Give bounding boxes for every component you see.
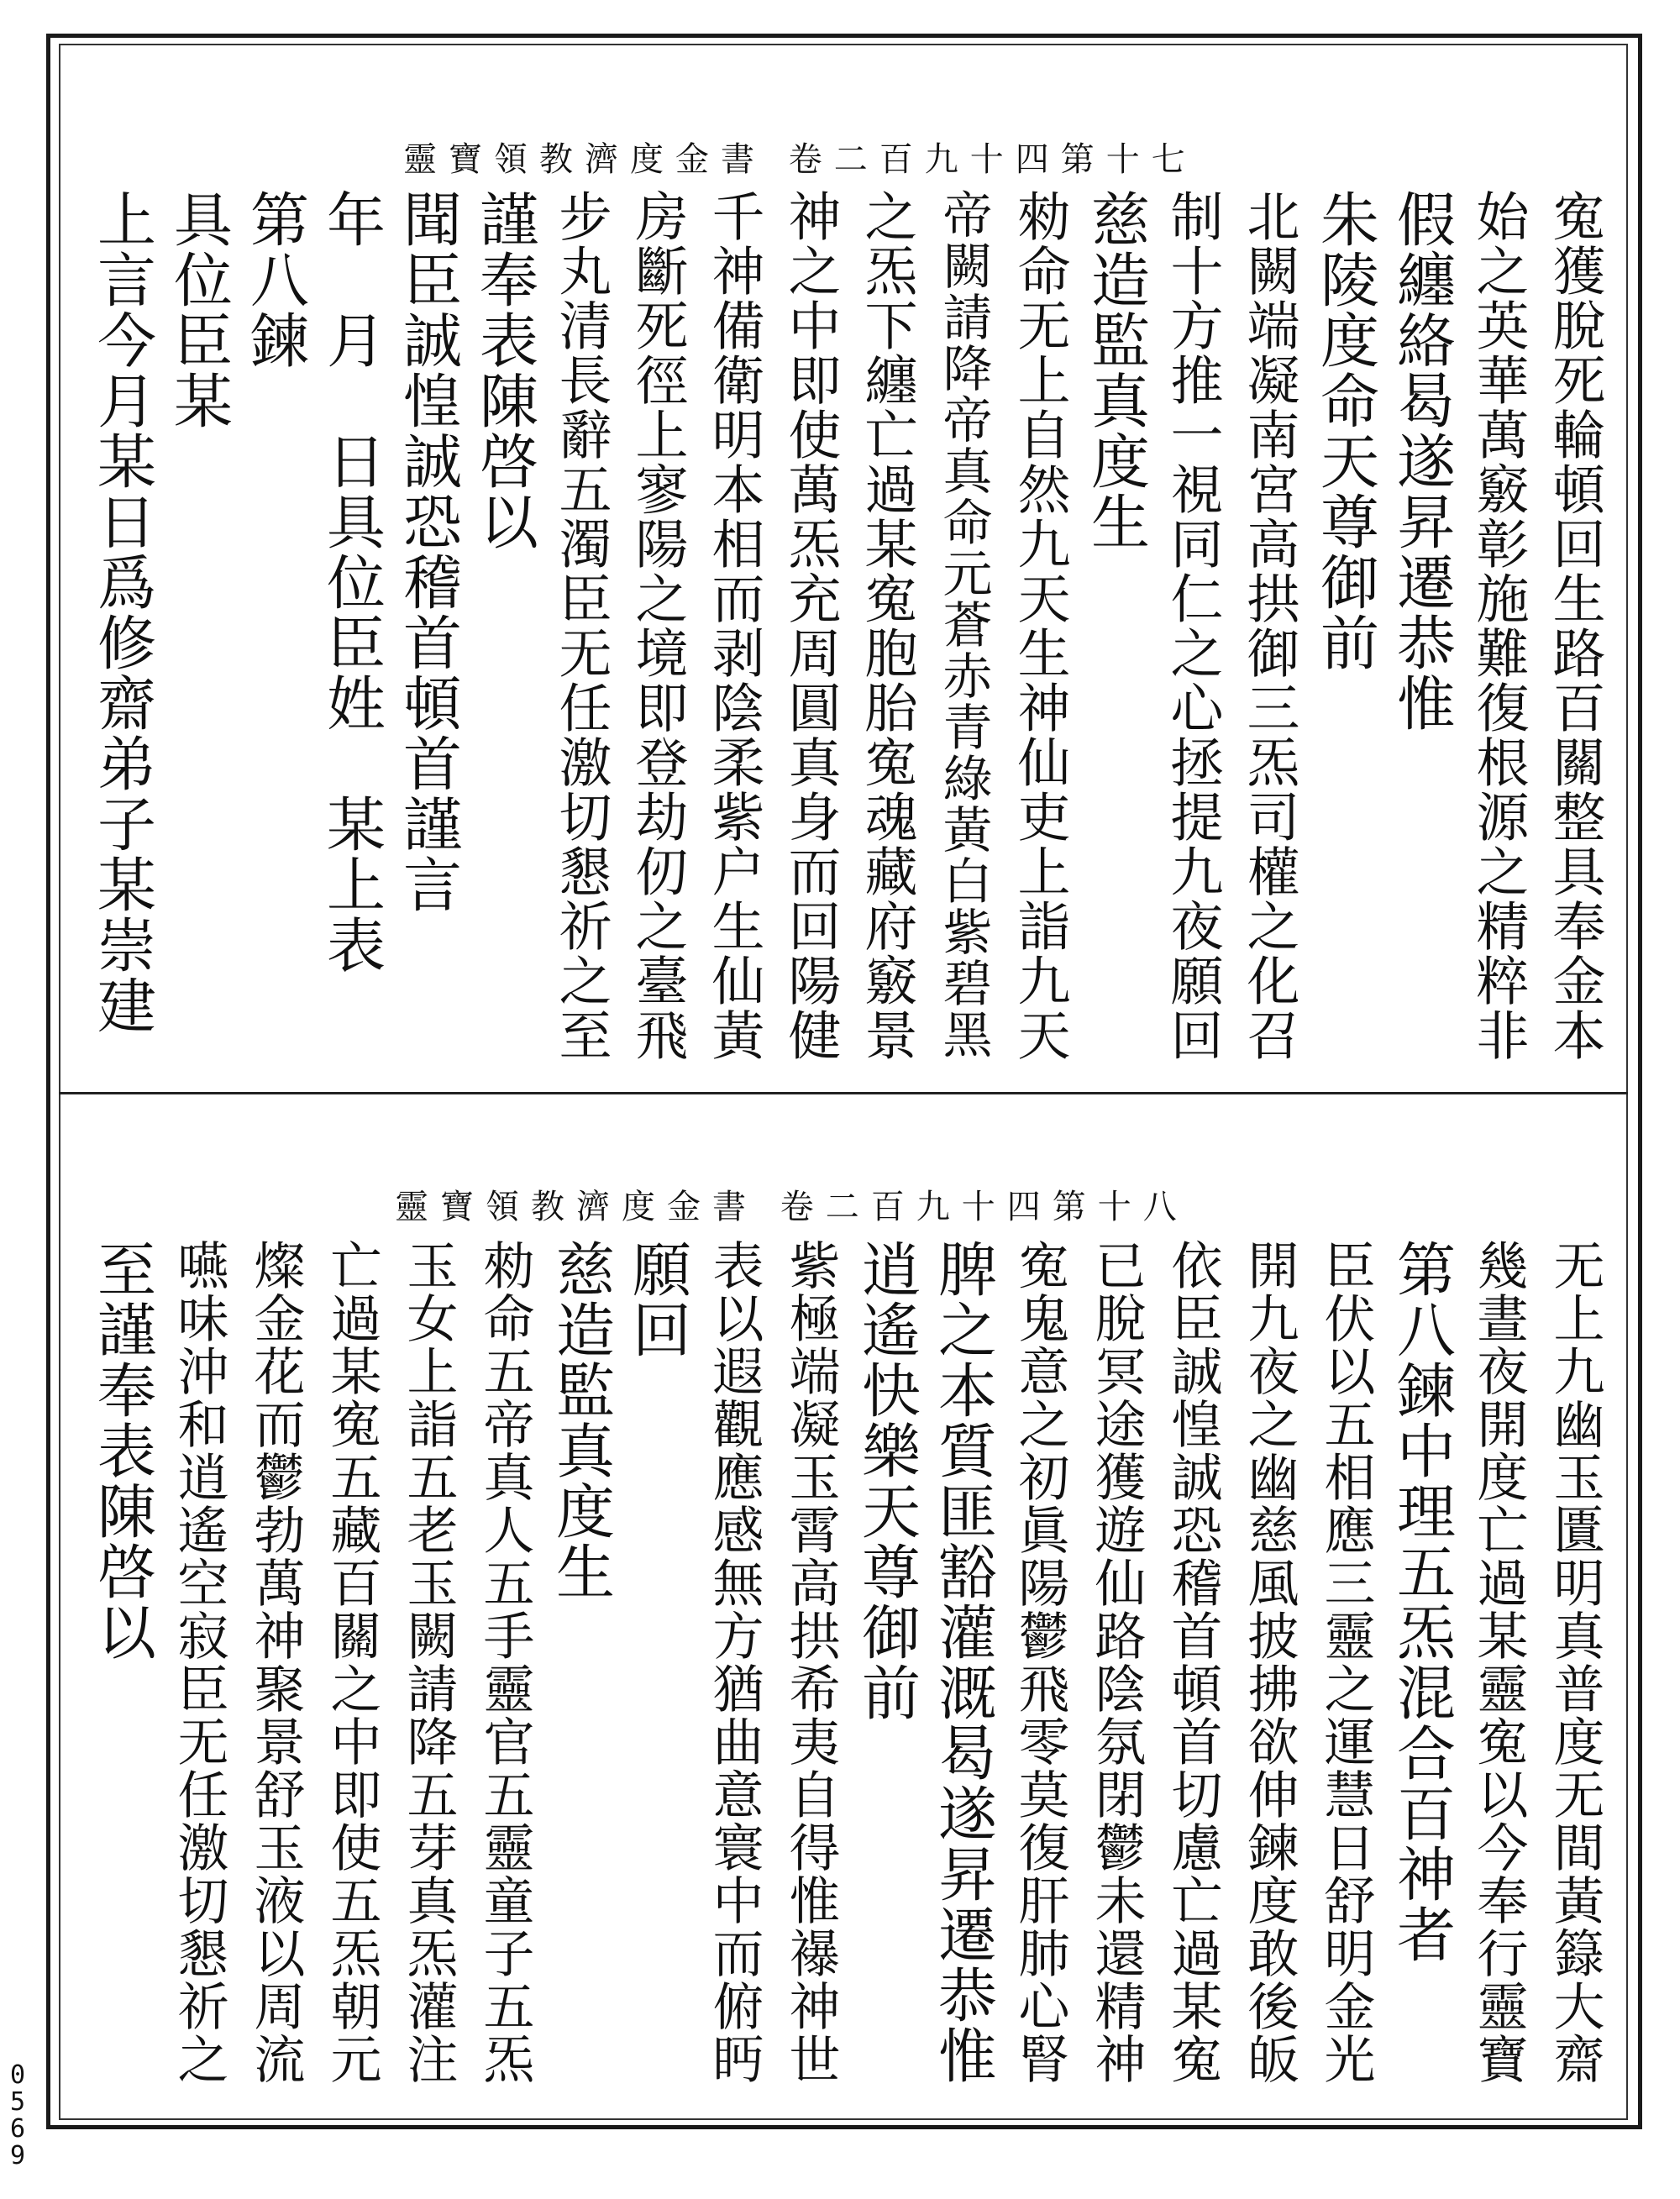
text-column: 之炁下纏亡過某寃胞胎寃魂藏府竅景 <box>856 189 918 1063</box>
panel-divider <box>59 1092 1628 1094</box>
panel-2-text <box>84 1239 1613 2108</box>
text-column: 第八鍊 <box>240 189 310 370</box>
text-column: 幾晝夜開度亡過某靈寃以今奉行靈寶 <box>1468 1239 1529 2086</box>
text-column: 始之英華萬竅彰施難復根源之精粹非 <box>1467 189 1530 1063</box>
text-column: 勑命五帝真人五手靈官五靈童子五炁 <box>475 1239 535 2086</box>
text-column: 已脫冥途獲遊仙路陰氛閉鬱未還精神 <box>1086 1239 1147 2086</box>
text-column: 帝闕請降帝真命元蒼赤青綠黃白紫碧黑 <box>934 189 993 1060</box>
text-column: 年 月 日具位臣姓 某上表 <box>317 189 386 975</box>
text-column: 假纏絡曷遂昇遷恭惟 <box>1387 189 1457 733</box>
text-column: 謹奉表陳啓以 <box>470 189 539 552</box>
text-column: 制十方推一視同仁之心拯提九夜願回 <box>1162 189 1224 1063</box>
text-column: 開九夜之幽慈風披拂欲伸鍊度敢後皈 <box>1239 1239 1299 2086</box>
text-column: 至謹奉表陳啓以 <box>87 1239 157 1662</box>
text-column: 勑命无上自然九天生神仙吏上詣九天 <box>1009 189 1071 1063</box>
text-column: 亡過某寃五藏百關之中即使五炁朝元 <box>322 1239 382 2086</box>
text-column: 房斷死徑上寥陽之境即登劫仞之臺飛 <box>627 189 689 1063</box>
text-column: 寃獲脫死輪頓回生路百關整具奉金本 <box>1544 189 1606 1063</box>
text-column: 千神備衛明本相而剥陰柔紫户生仙黃 <box>703 189 765 1063</box>
text-column: 朱陵度命天尊御前 <box>1310 189 1380 673</box>
text-column: 表以遐觀應感無方猶曲意寰中而俯眄 <box>704 1239 764 2086</box>
text-column: 慈造監真度生 <box>1081 189 1151 552</box>
text-column: 神之中即使萬炁充周圓真身而回陽健 <box>780 189 842 1063</box>
text-column: 逍遙快樂天尊御前 <box>852 1239 921 1723</box>
text-column: 願回 <box>622 1239 692 1360</box>
panel-1-text <box>84 189 1613 1079</box>
text-column: 北闕端凝南宮高拱御三炁司權之化召 <box>1238 189 1300 1063</box>
page-number: 0569 <box>9 2060 26 2170</box>
text-column: 步丸清長辭五濁臣无任激切懇祈之至 <box>550 189 612 1063</box>
text-column: 依臣誠惶誠恐稽首頓首切慮亡過某寃 <box>1163 1239 1223 2086</box>
text-column: 上言今月某日爲修齋弟子某崇建 <box>87 189 157 1036</box>
text-column: 燦金花而鬱勃萬神聚景舒玉液以周流 <box>245 1239 306 2086</box>
text-column: 紫極端凝玉霄高拱希夷自得惟襮神世 <box>780 1239 841 2086</box>
text-column: 玉女上詣五老玉闕請降五芽真炁灌注 <box>398 1239 459 2086</box>
text-column: 具位臣某 <box>164 189 234 431</box>
text-column: 慈造監真度生 <box>546 1239 616 1602</box>
text-column: 臣伏以五相應三靈之運慧日舒明金光 <box>1315 1239 1376 2086</box>
text-column: 第八鍊中理五炁混合百神者 <box>1387 1239 1457 1965</box>
text-column: 寃鬼意之初眞陽鬱飛零莫復肝肺心腎 <box>1010 1239 1070 2086</box>
panel-2-header: 靈寶領教濟度金書 卷二百九十四第十八 <box>395 1188 1189 1226</box>
text-column: 无上九幽玉匱明真普度无間黃籙大齋 <box>1545 1239 1605 2086</box>
text-column: 脾之本質匪豁灌溉曷遂昇遷恭惟 <box>928 1239 998 2086</box>
text-column: 聞臣誠惶誠恐稽首頓首謹言 <box>393 189 463 915</box>
panel-1-header: 靈寶領教濟度金書 卷二百九十四第十七 <box>403 140 1197 179</box>
text-column: 嚥味沖和逍遙空寂臣无任激切懇祈之 <box>169 1239 229 2086</box>
